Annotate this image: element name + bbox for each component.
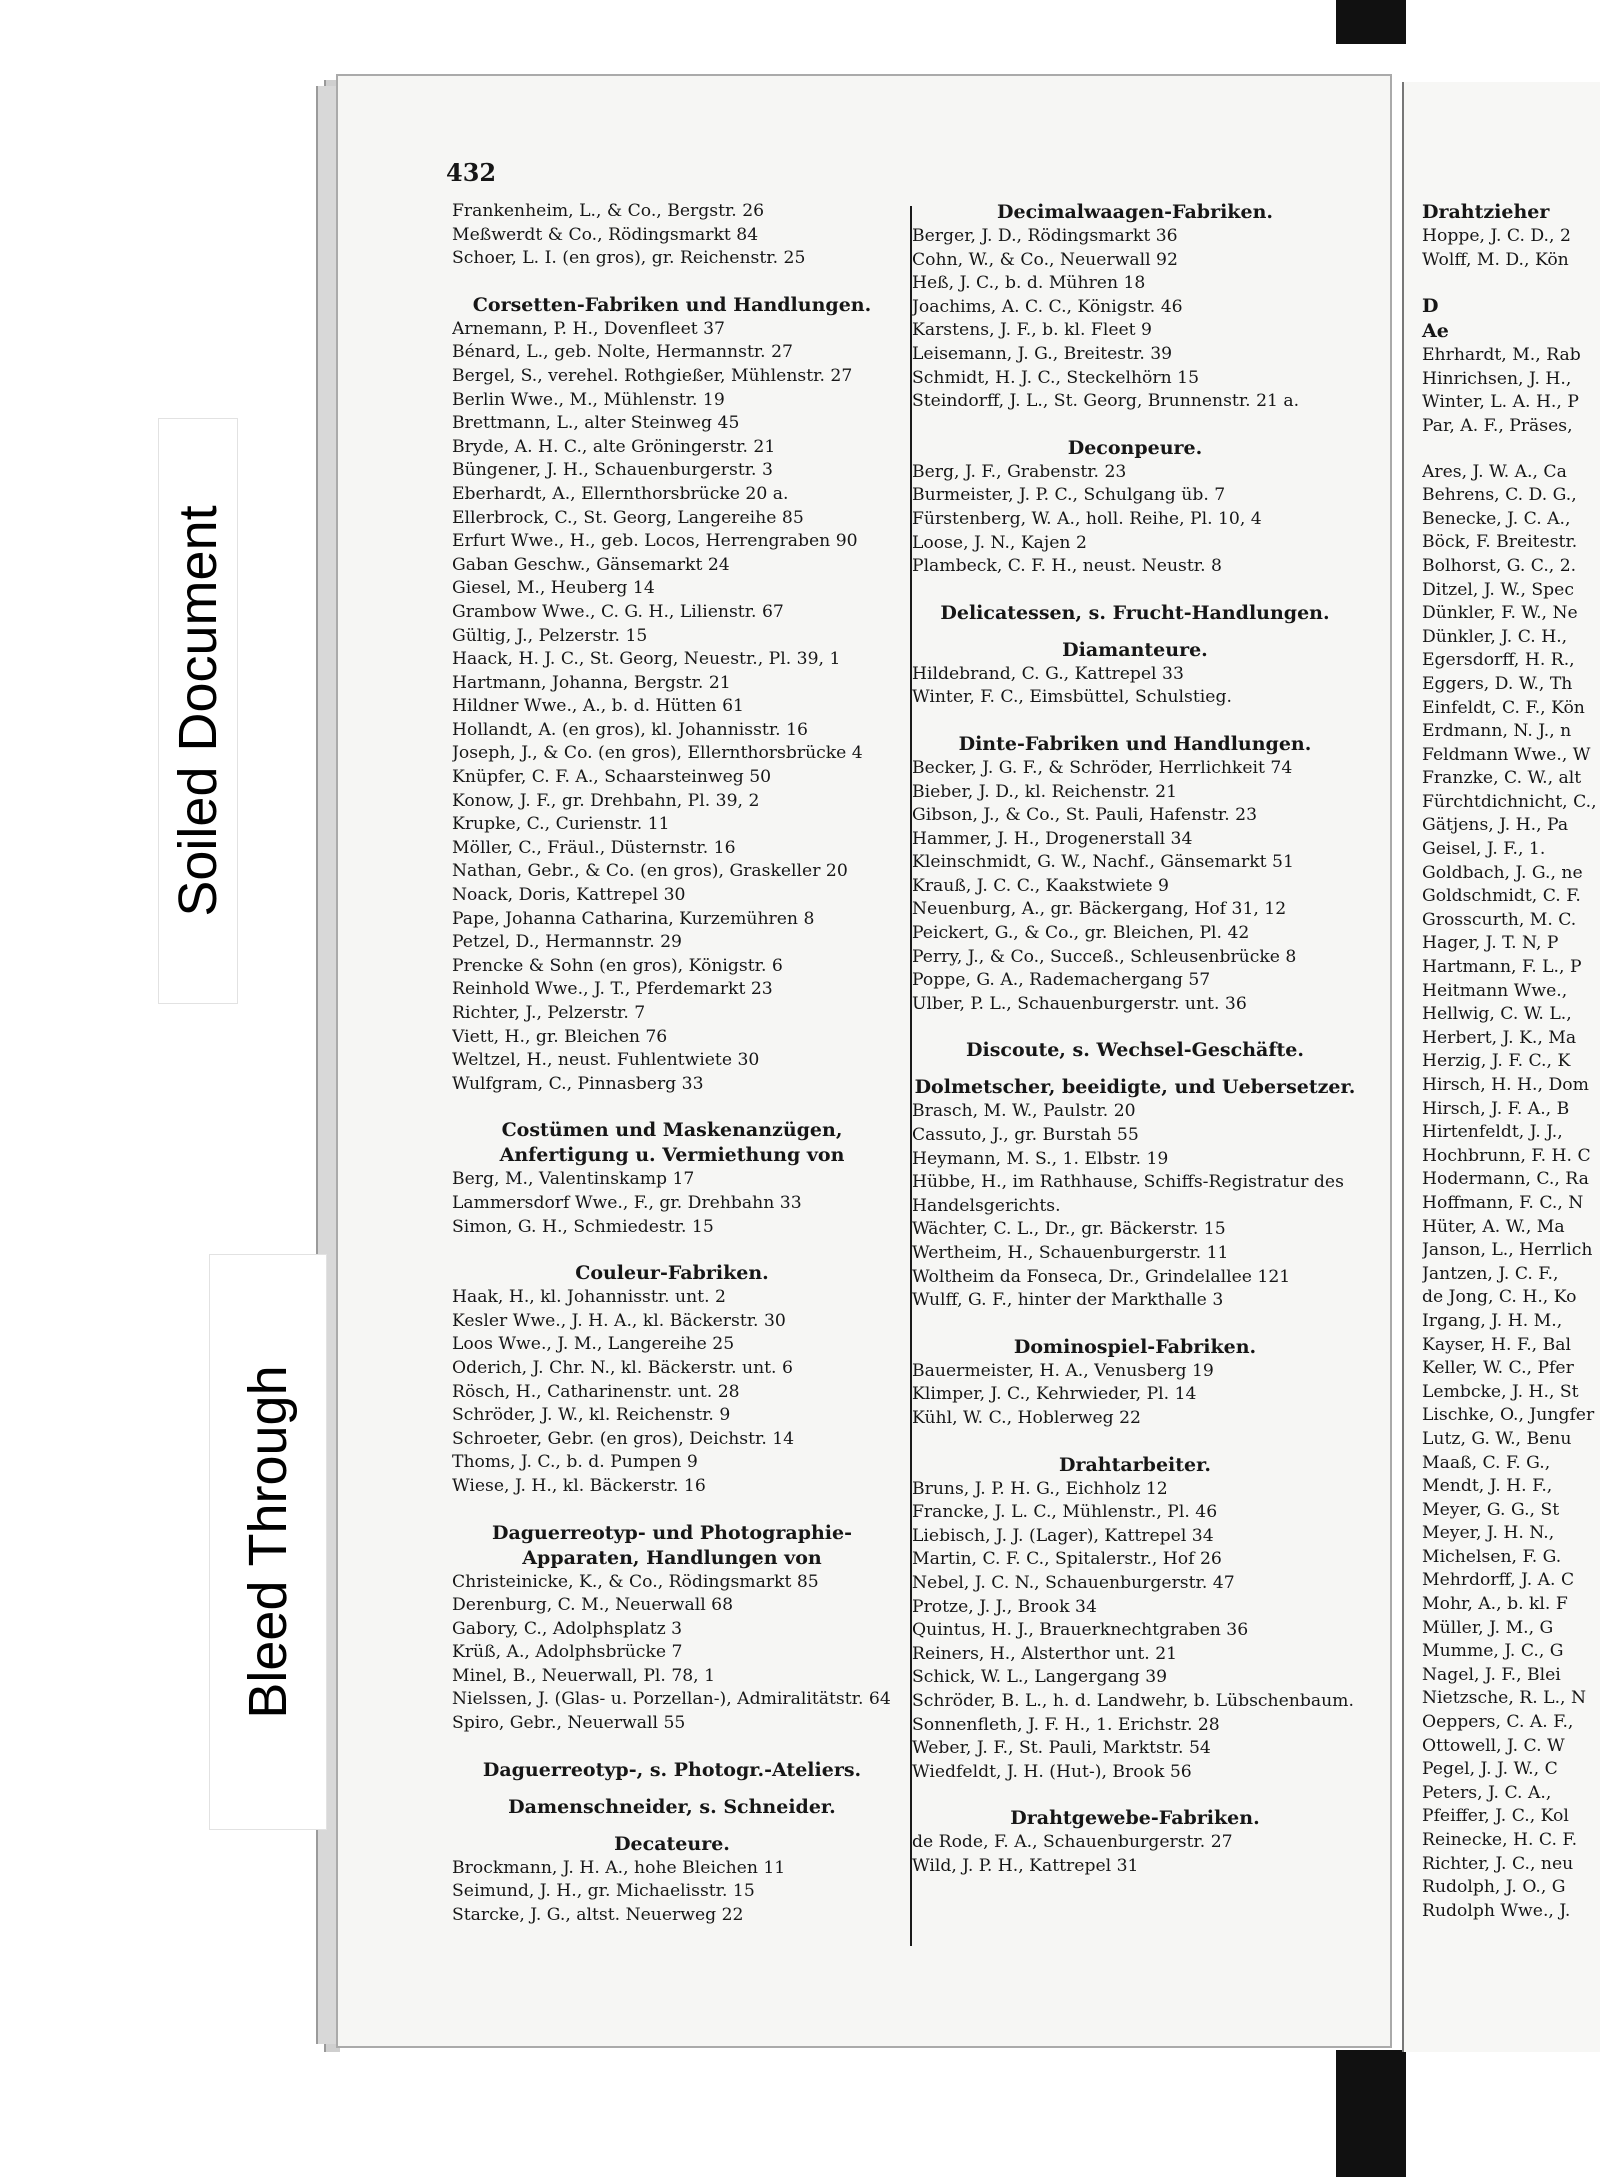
spacer [912, 1784, 1358, 1806]
directory-entry: Plambeck, C. F. H., neust. Neustr. 8 [912, 556, 1222, 577]
directory-entry: Noack, Doris, Kattrepel 30 [452, 885, 686, 906]
directory-entry: Geisel, J. F., 1. [1422, 839, 1546, 860]
directory-entry: Hollandt, A. (en gros), kl. Johannisstr. 16 [452, 719, 808, 740]
directory-entry: Hodermann, C., Ra [1422, 1169, 1589, 1190]
directory-entry: Heß, J. C., b. d. Mühren 18 [912, 273, 1146, 294]
directory-entry: Schick, W. L., Langergang 39 [912, 1667, 1168, 1688]
directory-entry: Meyer, G. G., St [1422, 1499, 1560, 1520]
spacer [912, 414, 1358, 436]
left-column [452, 200, 892, 1927]
directory-entry: Bénard, L., geb. Nolte, Hermannstr. 27 [452, 342, 793, 363]
spacer [452, 1499, 892, 1521]
directory-entry: Meßwerdt & Co., Rödingsmarkt 84 [452, 224, 759, 245]
directory-entry: Büngener, J. H., Schauenburgerstr. 3 [452, 460, 773, 481]
directory-entry: Christeinicke, K., & Co., Rödingsmarkt 85 [452, 1571, 819, 1592]
directory-entry: Bryde, A. H. C., alte Gröningerstr. 21 [452, 436, 776, 457]
directory-entry: Hirsch, J. F. A., B [1422, 1098, 1570, 1119]
directory-entry: Krupke, C., Curienstr. 11 [452, 814, 670, 835]
directory-entry: Schoer, L. I. (en gros), gr. Reichenstr. 25 [452, 248, 806, 269]
directory-entry: Kühl, W. C., Hoblerweg 22 [912, 1407, 1141, 1428]
directory-entry: Berg, M., Valentinskamp 17 [452, 1169, 695, 1190]
directory-entry: Brasch, M. W., Paulstr. 20 [912, 1101, 1136, 1122]
directory-entry: Rösch, H., Catharinenstr. unt. 28 [452, 1381, 740, 1402]
next-page-column [1422, 200, 1600, 1923]
directory-entry: Leisemann, J. G., Breitestr. 39 [912, 343, 1173, 364]
directory-entry: Hammer, J. H., Drogenerstall 34 [912, 828, 1193, 849]
directory-entry: Wiedfeldt, J. H. (Hut-), Brook 56 [912, 1761, 1192, 1782]
directory-entry: Hinrichsen, J. H., [1422, 368, 1572, 389]
section-heading: Drahtzieher [1422, 201, 1550, 223]
directory-entry: Frankenheim, L., & Co., Bergstr. 26 [452, 201, 765, 221]
directory-entry: Spiro, Gebr., Neuerwall 55 [452, 1713, 686, 1734]
directory-entry: Nagel, J. F., Blei [1422, 1664, 1561, 1685]
directory-entry: Reinecke, H. C. F. [1422, 1830, 1578, 1850]
section-heading: Dolmetscher, beeidigte, und Uebersetzer. [914, 1076, 1356, 1099]
directory-entry: Joachims, A. C. C., Königstr. 46 [912, 296, 1183, 317]
directory-entry: Gabory, C., Adolphsplatz 3 [452, 1618, 683, 1639]
directory-entry: Peters, J. C. A., [1422, 1782, 1552, 1803]
spacer [912, 1431, 1358, 1453]
directory-entry: Weber, J. F., St. Pauli, Marktstr. 54 [912, 1738, 1211, 1759]
spacer [912, 1313, 1358, 1335]
directory-entry: Herbert, J. K., Ma [1422, 1027, 1577, 1048]
directory-entry: Minel, B., Neuerwall, Pl. 78, 1 [452, 1665, 716, 1686]
directory-entry: Grosscurth, M. C. [1422, 909, 1577, 930]
section-heading: Daguerreotyp-, s. Photogr.-Ateliers. [482, 1758, 862, 1781]
directory-entry: Wulff, G. F., hinter der Markthalle 3 [912, 1290, 1224, 1311]
directory-entry: Liebisch, J. J. (Lager), Kattrepel 34 [912, 1525, 1214, 1546]
soiled-document-label-text: Soiled Document [168, 505, 228, 917]
directory-entry: Becker, J. G. F., & Schröder, Herrlichkeit 74 [912, 757, 1293, 778]
directory-entry: Fürchtdichnicht, C., [1422, 791, 1597, 812]
spacer [1422, 439, 1600, 461]
spacer [452, 271, 892, 293]
directory-entry: Mohr, A., b. kl. F [1422, 1594, 1568, 1615]
directory-entry: Heymann, M. S., 1. Elbstr. 19 [912, 1148, 1169, 1169]
section-heading: Diamanteure. [1062, 638, 1208, 661]
spacer [1422, 272, 1600, 294]
directory-entry: Wulfgram, C., Pinnasberg 33 [452, 1073, 704, 1094]
directory-entry: Kleinschmidt, G. W., Nachf., Gänsemarkt 51 [912, 852, 1294, 873]
directory-entry: Jantzen, J. C. F., [1422, 1263, 1559, 1284]
directory-entry: Meyer, J. H. N., [1422, 1523, 1555, 1544]
directory-entry: Mendt, J. H. F., [1422, 1476, 1553, 1497]
directory-entry: Hüter, A. W., Ma [1422, 1216, 1565, 1237]
directory-entry: Starcke, J. G., altst. Neuerweg 22 [452, 1904, 744, 1925]
directory-entry: Erfurt Wwe., H., geb. Locos, Herrengraben 90 [452, 531, 858, 552]
bleed-through-label-text: Bleed Through [238, 1365, 298, 1719]
spacer [452, 1239, 892, 1261]
directory-entry: Ares, J. W. A., Ca [1422, 461, 1567, 482]
directory-entry: Richter, J. C., neu [1422, 1853, 1574, 1874]
directory-entry: Behrens, C. D. G., [1422, 485, 1577, 506]
directory-entry: Hochbrunn, F. H. C [1422, 1145, 1591, 1166]
directory-entry: Protze, J. J., Brook 34 [912, 1596, 1097, 1617]
directory-entry: Benecke, J. C. A., [1422, 508, 1571, 529]
directory-entry: Schröder, B. L., h. d. Landwehr, b. Lübschenbaum. [912, 1690, 1354, 1711]
directory-entry: Petzel, D., Hermannstr. 29 [452, 932, 682, 953]
directory-entry: Irgang, J. H. M., [1422, 1310, 1563, 1331]
directory-entry: Wächter, C. L., Dr., gr. Bäckerstr. 15 [912, 1219, 1226, 1240]
spacer [912, 710, 1358, 732]
directory-entry: Brettmann, L., alter Steinweg 45 [452, 413, 740, 434]
directory-entry: Hildner Wwe., A., b. d. Hütten 61 [452, 696, 744, 717]
directory-entry: Nathan, Gebr., & Co. (en gros), Graskeller 20 [452, 861, 848, 882]
directory-entry: Heitmann Wwe., [1422, 980, 1568, 1001]
directory-entry: Gibson, J., & Co., St. Pauli, Hafenstr. 23 [912, 805, 1258, 826]
directory-entry: Feldmann Wwe., W [1422, 744, 1591, 765]
spacer [912, 626, 1358, 638]
directory-entry: Ellerbrock, C., St. Georg, Langereihe 85 [452, 507, 804, 528]
directory-entry: Richter, J., Pelzerstr. 7 [452, 1003, 646, 1023]
directory-entry: Loos Wwe., J. M., Langereihe 25 [452, 1334, 735, 1355]
directory-entry: Michelsen, F. G. [1422, 1546, 1562, 1567]
directory-entry: Bergel, S., verehel. Rothgießer, Mühlenstr. 27 [452, 365, 853, 386]
section-heading: Decateure. [614, 1832, 730, 1855]
section-heading: Apparaten, Handlungen von [522, 1546, 822, 1569]
directory-entry: Krauß, J. C. C., Kaakstwiete 9 [912, 875, 1169, 896]
directory-entry: Haack, H. J. C., St. Georg, Neuestr., Pl. 39, 1 [452, 649, 841, 670]
directory-entry: Nielssen, J. (Glas- u. Porzellan-), Admiralitätstr. 64 [452, 1689, 891, 1710]
directory-entry: Hartmann, Johanna, Bergstr. 21 [452, 672, 731, 693]
section-heading: Drahtgewebe-Fabriken. [1010, 1807, 1260, 1830]
directory-entry: Schröder, J. W., kl. Reichenstr. 9 [452, 1405, 731, 1426]
directory-entry: Neuenburg, A., gr. Bäckergang, Hof 31, 12 [912, 899, 1287, 920]
directory-entry: Reiners, H., Alsterthor unt. 21 [912, 1643, 1178, 1664]
section-heading: Dinte-Fabriken und Handlungen. [958, 732, 1312, 755]
directory-entry: Ditzel, J. W., Spec [1422, 579, 1574, 600]
directory-entry: Simon, G. H., Schmiedestr. 15 [452, 1216, 714, 1237]
directory-entry: Eberhardt, A., Ellernthorsbrücke 20 a. [452, 483, 789, 504]
directory-entry: Reinhold Wwe., J. T., Pferdemarkt 23 [452, 979, 773, 1000]
directory-entry: Dünkler, J. C. H., [1422, 626, 1568, 647]
directory-entry: Lammersdorf Wwe., F., gr. Drehbahn 33 [452, 1192, 802, 1213]
directory-entry: Quintus, H. J., Brauerknechtgraben 36 [912, 1620, 1249, 1641]
directory-entry: Hellwig, C. W. L., [1422, 1004, 1572, 1025]
directory-entry: Lutz, G. W., Benu [1422, 1428, 1572, 1449]
directory-entry: Steindorff, J. L., St. Georg, Brunnenstr. 21 a. [912, 391, 1300, 412]
right-column [912, 200, 1358, 1878]
directory-entry: Hoppe, J. C. D., 2 [1422, 226, 1571, 246]
directory-entry: Konow, J. F., gr. Drehbahn, Pl. 39, 2 [452, 790, 760, 811]
directory-entry: Woltheim da Fonseca, Dr., Grindelallee 121 [912, 1266, 1291, 1287]
directory-entry: Mumme, J. C., G [1422, 1641, 1564, 1662]
directory-entry: Par, A. F., Präses, [1422, 415, 1573, 436]
directory-entry: Gaban Geschw., Gänsemarkt 24 [452, 554, 730, 575]
section-heading: Costümen und Maskenanzügen, [501, 1119, 843, 1142]
directory-entry: Berlin Wwe., M., Mühlenstr. 19 [452, 389, 725, 410]
directory-entry: Martin, C. F. C., Spitalerstr., Hof 26 [912, 1549, 1222, 1570]
directory-entry: Klimper, J. C., Kehrwieder, Pl. 14 [912, 1384, 1197, 1405]
directory-entry: Wolff, M. D., Kön [1422, 249, 1569, 270]
directory-entry: Hildebrand, C. G., Kattrepel 33 [912, 663, 1184, 684]
directory-entry: Grambow Wwe., C. G. H., Lilienstr. 67 [452, 601, 784, 622]
directory-entry: Fürstenberg, W. A., holl. Reihe, Pl. 10, 4 [912, 508, 1262, 529]
directory-entry: de Jong, C. H., Ko [1422, 1287, 1577, 1308]
section-heading: D [1422, 295, 1439, 318]
directory-entry: Handelsgerichts. [912, 1195, 1061, 1216]
directory-entry: Winter, F. C., Eimsbüttel, Schulstieg. [912, 687, 1232, 708]
spacer [912, 579, 1358, 601]
directory-entry: Wertheim, H., Schauenburgerstr. 11 [912, 1243, 1229, 1263]
directory-entry: Hirsch, H. H., Dom [1422, 1075, 1589, 1095]
directory-entry: Ulber, P. L., Schauenburgerstr. unt. 36 [912, 993, 1247, 1014]
directory-entry: Wild, J. P. H., Kattrepel 31 [912, 1855, 1139, 1876]
spacer [912, 1016, 1358, 1038]
directory-entry: Viett, H., gr. Bleichen 76 [452, 1026, 668, 1047]
section-heading: Discoute, s. Wechsel-Geschäfte. [966, 1039, 1304, 1062]
directory-entry: Bieber, J. D., kl. Reichenstr. 21 [912, 781, 1178, 802]
directory-entry: Egersdorff, H. R., [1422, 650, 1575, 671]
directory-entry: Kesler Wwe., J. H. A., kl. Bäckerstr. 30 [452, 1310, 786, 1331]
directory-entry: Prencke & Sohn (en gros), Königstr. 6 [452, 955, 783, 976]
directory-entry: Pfeiffer, J. C., Kol [1422, 1806, 1569, 1827]
directory-entry: Sonnenfleth, J. F. H., 1. Erichstr. 28 [912, 1714, 1220, 1735]
directory-entry: Brockmann, J. H. A., hohe Bleichen 11 [452, 1857, 786, 1878]
directory-entry: Hübbe, H., im Rathhause, Schiffs-Registratur des [912, 1172, 1344, 1193]
directory-entry: Ottowell, J. C. W [1422, 1735, 1565, 1756]
directory-entry: Schroeter, Gebr. (en gros), Deichstr. 14 [452, 1428, 795, 1449]
directory-entry: Dünkler, F. W., Ne [1422, 603, 1578, 624]
directory-entry: de Rode, F. A., Schauenburgerstr. 27 [912, 1832, 1233, 1853]
directory-entry: Joseph, J., & Co. (en gros), Ellernthorsbrücke 4 [452, 743, 863, 764]
binder-strip-bottom [1336, 2050, 1406, 2177]
directory-entry: Thoms, J. C., b. d. Pumpen 9 [452, 1452, 698, 1473]
directory-entry: Bolhorst, G. C., 2. [1422, 555, 1577, 576]
directory-entry: Hager, J. T. N, P [1422, 933, 1559, 954]
directory-entry: Poppe, G. A., Rademachergang 57 [912, 970, 1211, 991]
directory-entry: Pape, Johanna Catharina, Kurzemühren 8 [452, 908, 815, 929]
directory-entry: Weltzel, H., neust. Fuhlentwiete 30 [452, 1050, 760, 1071]
directory-entry: Karstens, J. F., b. kl. Fleet 9 [912, 320, 1152, 341]
spacer [452, 1736, 892, 1758]
section-heading: Deconpeure. [1067, 436, 1203, 459]
directory-entry: Mehrdorff, J. A. C [1422, 1570, 1575, 1591]
directory-entry: Haak, H., kl. Johannisstr. unt. 2 [452, 1287, 726, 1308]
directory-entry: Nebel, J. C. N., Schauenburgerstr. 47 [912, 1572, 1235, 1593]
page-number: 432 [446, 158, 497, 187]
directory-entry: Winter, L. A. H., P [1422, 392, 1579, 413]
directory-entry: Seimund, J. H., gr. Michaelisstr. 15 [452, 1881, 755, 1902]
soiled-document-label [158, 418, 238, 1004]
directory-entry: Berg, J. F., Grabenstr. 23 [912, 461, 1127, 482]
spacer [452, 1820, 892, 1832]
spacer [452, 1096, 892, 1118]
spacer [912, 1063, 1358, 1075]
directory-entry: Gültig, J., Pelzerstr. 15 [452, 625, 648, 646]
directory-entry: Rudolph Wwe., J. [1422, 1900, 1571, 1921]
directory-entry: Perry, J., & Co., Succeß., Schleusenbrücke 8 [912, 946, 1297, 967]
directory-entry: Cassuto, J., gr. Burstah 55 [912, 1125, 1139, 1146]
bleed-through-label [209, 1254, 327, 1830]
directory-entry: Maaß, C. F. G., [1422, 1452, 1551, 1473]
directory-entry: Cohn, W., & Co., Neuerwall 92 [912, 249, 1178, 270]
directory-entry: Bruns, J. P. H. G., Eichholz 12 [912, 1478, 1168, 1499]
directory-entry: Schmidt, H. J. C., Steckelhörn 15 [912, 367, 1200, 388]
directory-entry: Bauermeister, H. A., Venusberg 19 [912, 1360, 1214, 1381]
directory-entry: Hirtenfeldt, J. J., [1422, 1122, 1563, 1143]
section-heading: Drahtarbeiter. [1058, 1453, 1212, 1476]
directory-entry: Loose, J. N., Kajen 2 [912, 532, 1087, 553]
directory-entry: Böck, F. Breitestr. [1422, 532, 1578, 553]
directory-entry: Lischke, O., Jungfer [1422, 1405, 1595, 1426]
spacer [452, 1783, 892, 1795]
directory-entry: Krüß, A., Adolphsbrücke 7 [452, 1642, 683, 1663]
directory-entry: Derenburg, C. M., Neuerwall 68 [452, 1595, 734, 1616]
directory-entry: Oeppers, C. A. F., [1422, 1712, 1574, 1733]
directory-entry: Gätjens, J. H., Pa [1422, 815, 1569, 836]
directory-entry: Giesel, M., Heuberg 14 [452, 578, 655, 599]
directory-entry: Franzke, C. W., alt [1422, 768, 1582, 789]
directory-entry: Arnemann, P. H., Dovenfleet 37 [452, 318, 725, 339]
directory-entry: Herzig, J. F. C., K [1422, 1051, 1571, 1072]
directory-entry: Oderich, J. Chr. N., kl. Bäckerstr. unt. 6 [452, 1357, 793, 1378]
section-heading: Daguerreotyp- und Photographie- [491, 1521, 852, 1544]
directory-entry: Hartmann, F. L., P [1422, 957, 1582, 978]
directory-entry: Lembcke, J. H., St [1422, 1381, 1579, 1402]
section-heading: Ae [1422, 320, 1449, 343]
directory-entry: Goldbach, J. G., ne [1422, 862, 1583, 883]
directory-entry: Rudolph, J. O., G [1422, 1877, 1566, 1898]
directory-entry: Wiese, J. H., kl. Bäckerstr. 16 [452, 1475, 706, 1496]
directory-entry: Francke, J. L. C., Mühlenstr., Pl. 46 [912, 1502, 1218, 1523]
section-heading: Anfertigung u. Vermiethung von [499, 1144, 845, 1167]
directory-entry: Ehrhardt, M., Rab [1422, 345, 1581, 366]
directory-entry: Janson, L., Herrlich [1422, 1240, 1593, 1261]
binder-strip-top [1336, 0, 1406, 44]
directory-entry: Einfeldt, C. F., Kön [1422, 697, 1585, 718]
directory-entry: Peickert, G., & Co., gr. Bleichen, Pl. 42 [912, 923, 1250, 944]
directory-entry: Erdmann, N. J., n [1422, 721, 1572, 742]
directory-entry: Hoffmann, F. C., N [1422, 1192, 1584, 1213]
section-heading: Delicatessen, s. Frucht-Handlungen. [940, 601, 1330, 624]
directory-entry: Möller, C., Fräul., Düsternstr. 16 [452, 837, 736, 858]
directory-entry: Keller, W. C., Pfer [1422, 1358, 1574, 1379]
directory-entry: Müller, J. M., G [1422, 1617, 1554, 1638]
directory-entry: Berger, J. D., Rödingsmarkt 36 [912, 226, 1178, 246]
directory-entry: Kayser, H. F., Bal [1422, 1334, 1571, 1355]
section-heading: Damenschneider, s. Schneider. [508, 1795, 836, 1818]
directory-entry: Goldschmidt, C. F. [1422, 886, 1581, 907]
section-heading: Dominospiel-Fabriken. [1013, 1335, 1257, 1358]
directory-entry: Burmeister, J. P. C., Schulgang üb. 7 [912, 485, 1226, 506]
section-heading: Corsetten-Fabriken und Handlungen. [472, 293, 872, 316]
section-heading: Couleur-Fabriken. [575, 1262, 769, 1285]
directory-entry: Nietzsche, R. L., N [1422, 1688, 1586, 1709]
section-heading: Decimalwaagen-Fabriken. [997, 201, 1273, 223]
directory-entry: Knüpfer, C. F. A., Schaarsteinweg 50 [452, 767, 772, 788]
directory-entry: Eggers, D. W., Th [1422, 673, 1573, 694]
directory-entry: Pegel, J. J. W., C [1422, 1759, 1558, 1780]
